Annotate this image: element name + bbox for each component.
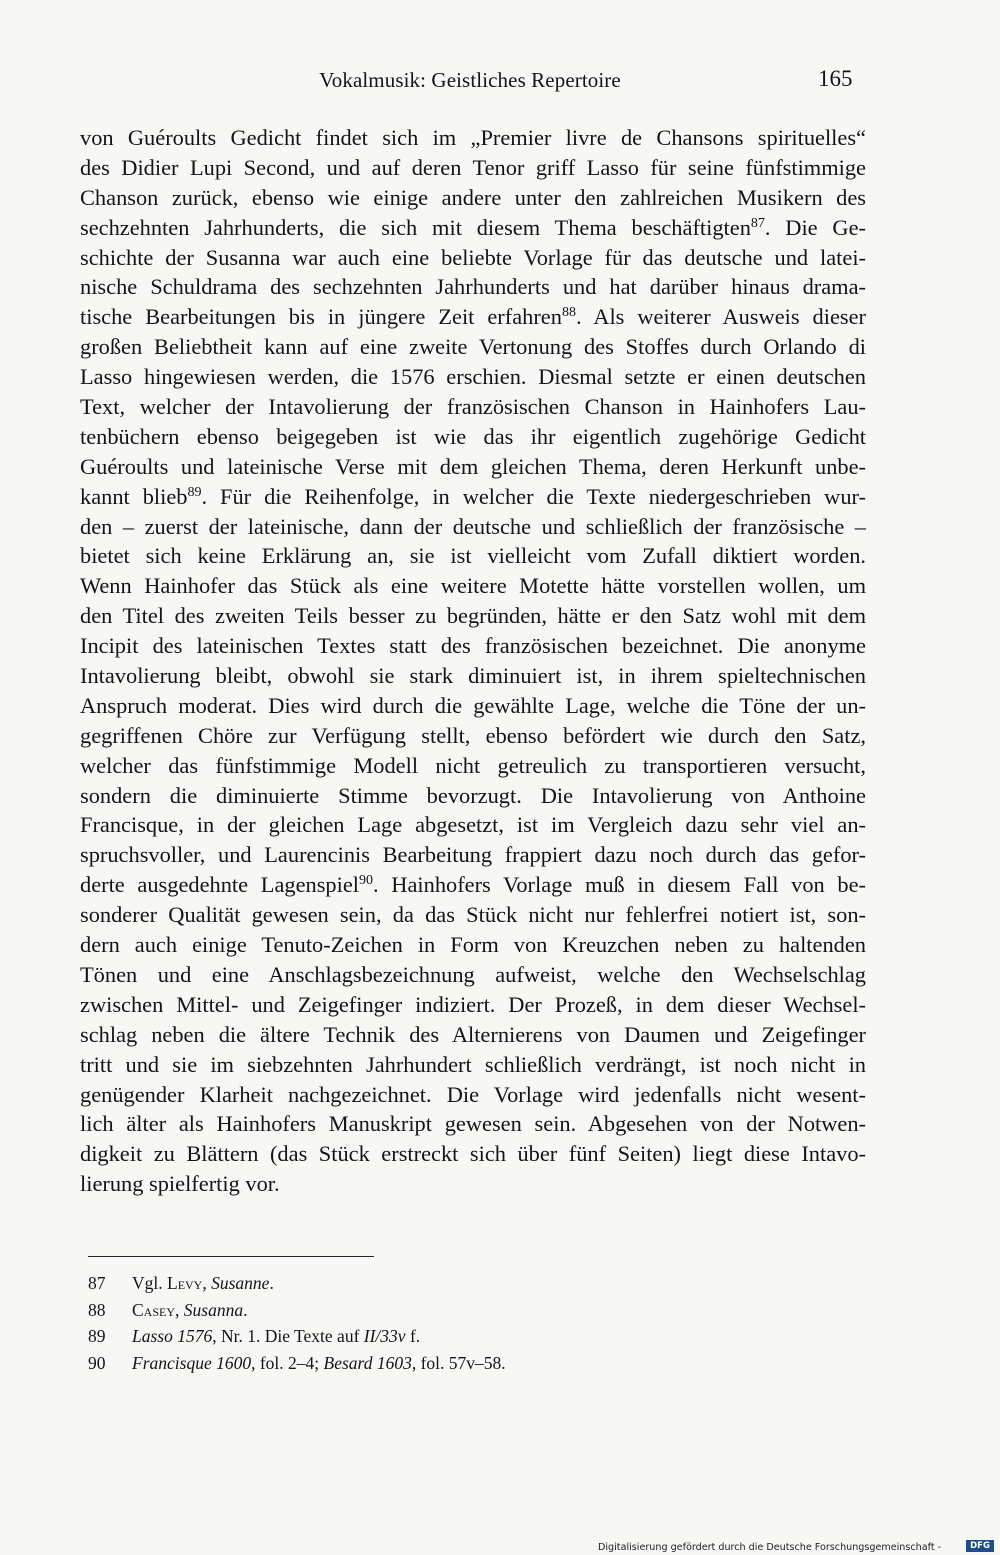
author-name: Casey (132, 1299, 176, 1320)
footnote-text (132, 1350, 506, 1377)
text-segment: . Die Ge- (764, 214, 866, 240)
text-line: lich älter als Hainhofers Manuskript gewesen sein. Abgesehen von der Notwen- (80, 1111, 866, 1137)
text-line: Chanson zurück, ebenso wie einige andere unter den zahlreichen Musikern des (80, 184, 866, 210)
text-line: lierung spielfertig vor. (80, 1171, 280, 1197)
work-title: Lasso 1576 (132, 1326, 213, 1346)
text-line: sondern die diminuierte Stimme bevorzugt. Die Intavolierung von Anthoine (80, 782, 866, 808)
source-siglum: II/33v (363, 1326, 406, 1346)
footnote-number: 89 (88, 1326, 106, 1346)
page-number: 165 (818, 66, 853, 91)
text-line: zwischen Mittel- und Zeigefinger indiziert. Der Prozeß, in dem dieser Wechsel- (80, 991, 866, 1017)
text-line: welcher das fünfstimmige Modell nicht getreulich zu transportieren versucht, (80, 752, 866, 778)
footnote-number: 87 (88, 1273, 106, 1293)
footnote-segment: f. (405, 1326, 421, 1346)
footnote-ref-87: 87 (750, 215, 765, 231)
footnote-segment: , (202, 1273, 212, 1293)
running-header-title: Vokalmusik: Geistliches Repertoire (319, 68, 621, 92)
work-title: Susanne (211, 1273, 270, 1293)
text-line: Wenn Hainhofer das Stück als eine weitere Motette hätte vorstellen wollen, um (80, 573, 866, 599)
footnote-number: 90 (88, 1352, 106, 1373)
text-line (80, 870, 866, 900)
text-line: den – zuerst der lateinische, dann der deutsche und schließlich der französische – (80, 513, 866, 539)
footnotes (88, 1270, 688, 1376)
text-line: tritt und sie im siebzehnten Jahrhundert schließlich verdrängt, ist noch nicht in (80, 1051, 866, 1077)
author-name: Levy (167, 1273, 203, 1293)
footnote-segment: , (175, 1299, 184, 1320)
text-line: großen Beliebtheit kann auf eine zweite Vertonung des Stoffes durch Orlando di (80, 334, 866, 360)
work-title: Francisque 1600 (132, 1352, 252, 1373)
footnote-segment: Vgl. (132, 1273, 167, 1293)
footnote-88 (88, 1297, 688, 1324)
text-segment: sechzehnten Jahrhunderts, die sich mit diesem Thema beschäftigten (80, 214, 751, 240)
text-line (80, 213, 866, 243)
text-segment: . Hainhofers Vorlage muß in diesem Fall von be- (373, 872, 866, 898)
text-line: sonderer Qualität gewesen sein, da das Stück nicht nur fehlerfrei notiert ist, son- (80, 902, 866, 928)
footnote-segment: . (269, 1273, 274, 1293)
footnote-90 (88, 1350, 688, 1377)
footnote-text (132, 1323, 420, 1350)
footnote-number: 88 (88, 1299, 106, 1320)
footnote-text (132, 1270, 274, 1297)
work-title: Besard 1603 (323, 1352, 412, 1373)
footnote-89 (88, 1323, 688, 1350)
text-line (80, 302, 866, 332)
text-segment: . Als weiterer Ausweis dieser (575, 304, 866, 330)
text-line: dern auch einige Tenuto-Zeichen in Form von Kreuzchen neben zu haltenden (80, 932, 866, 958)
text-line: digkeit zu Blättern (das Stück erstreckt sich über fünf Seiten) liegt diese Intavo- (80, 1141, 866, 1167)
footnote-ref-90: 90 (359, 873, 374, 889)
text-line: Text, welcher der Intavolierung der französischen Chanson in Hainhofers Lau- (80, 394, 866, 420)
text-line: Guéroults und lateinische Verse mit dem gleichen Thema, deren Herkunft unbe- (80, 453, 866, 479)
digitization-credit: Digitalisierung gefördert durch die Deutsche Forschungsgemeinschaft - (598, 1542, 942, 1553)
text-segment: tische Bearbeitungen bis in jüngere Zeit erfahren (80, 304, 562, 330)
footnote-divider (88, 1256, 374, 1257)
text-segment: derte ausgedehnte Lagenspiel (80, 872, 360, 898)
text-line: Intavolierung bleibt, obwohl sie stark diminuiert ist, in ihrem spieltechnischen (80, 663, 866, 689)
text-line: nische Schuldrama des sechzehnten Jahrhunderts und hat darüber hinaus drama- (80, 274, 866, 300)
text-segment: kannt blieb (80, 483, 188, 509)
text-line: des Didier Lupi Second, und auf deren Tenor griff Lasso für seine fünfstimmige (80, 154, 866, 180)
text-line: schichte der Susanna war auch eine beliebte Vorlage für das deutsche und latei- (80, 244, 866, 270)
text-line (80, 482, 866, 512)
body-text (80, 123, 866, 1199)
footnote-ref-89: 89 (187, 484, 202, 500)
text-line: genügender Klarheit nachgezeichnet. Die Vorlage wird jedenfalls nicht wesent- (80, 1081, 866, 1107)
work-title: Susanna (183, 1299, 244, 1320)
footnote-text (132, 1297, 247, 1324)
footnote-87 (88, 1270, 688, 1297)
text-line: Lasso hingewiesen werden, die 1576 erschien. Diesmal setzte er einen deutschen (80, 364, 866, 390)
text-line: den Titel des zweiten Teils besser zu begründen, hätte er den Satz wohl mit dem (80, 603, 866, 629)
footnote-segment: . (243, 1299, 248, 1320)
text-line: Tönen und eine Anschlagsbezeichnung aufweist, welche den Wechselschlag (80, 961, 866, 987)
text-line: Francisque, in der gleichen Lage abgesetzt, ist im Vergleich dazu sehr viel an- (80, 812, 866, 838)
text-line: gegriffenen Chöre zur Verfügung stellt, ebenso befördert wie durch den Satz, (80, 722, 866, 748)
text-line: Anspruch moderat. Dies wird durch die gewählte Lage, welche die Töne der un- (80, 692, 866, 718)
text-segment: . Für die Reihenfolge, in welcher die Texte niedergeschrieben wur- (201, 483, 866, 509)
footnote-segment: , Nr. 1. Die Texte auf (212, 1326, 364, 1346)
text-line: Incipit des lateinischen Textes statt des französischen bezeichnet. Die anonyme (80, 633, 866, 659)
dfg-logo: DFG (966, 1540, 994, 1552)
text-line: schlag neben die ältere Technik des Alternierens von Daumen und Zeigefinger (80, 1021, 866, 1047)
text-line: bietet sich keine Erklärung an, sie ist vielleicht vom Zufall diktiert worden. (80, 543, 866, 569)
text-line: von Guéroults Gedicht findet sich im „Premier livre de Chansons spirituelles“ (80, 125, 866, 150)
footnote-segment: , fol. 2–4; (251, 1352, 324, 1373)
footnote-segment: , fol. 57v–58. (411, 1352, 506, 1373)
footnote-ref-88: 88 (561, 305, 576, 321)
text-line: spruchsvoller, und Laurencinis Bearbeitung frappiert dazu noch durch das gefor- (80, 842, 866, 868)
text-line: tenbüchern ebenso beigegeben ist wie das ihr eigentlich zugehörige Gedicht (80, 423, 866, 449)
